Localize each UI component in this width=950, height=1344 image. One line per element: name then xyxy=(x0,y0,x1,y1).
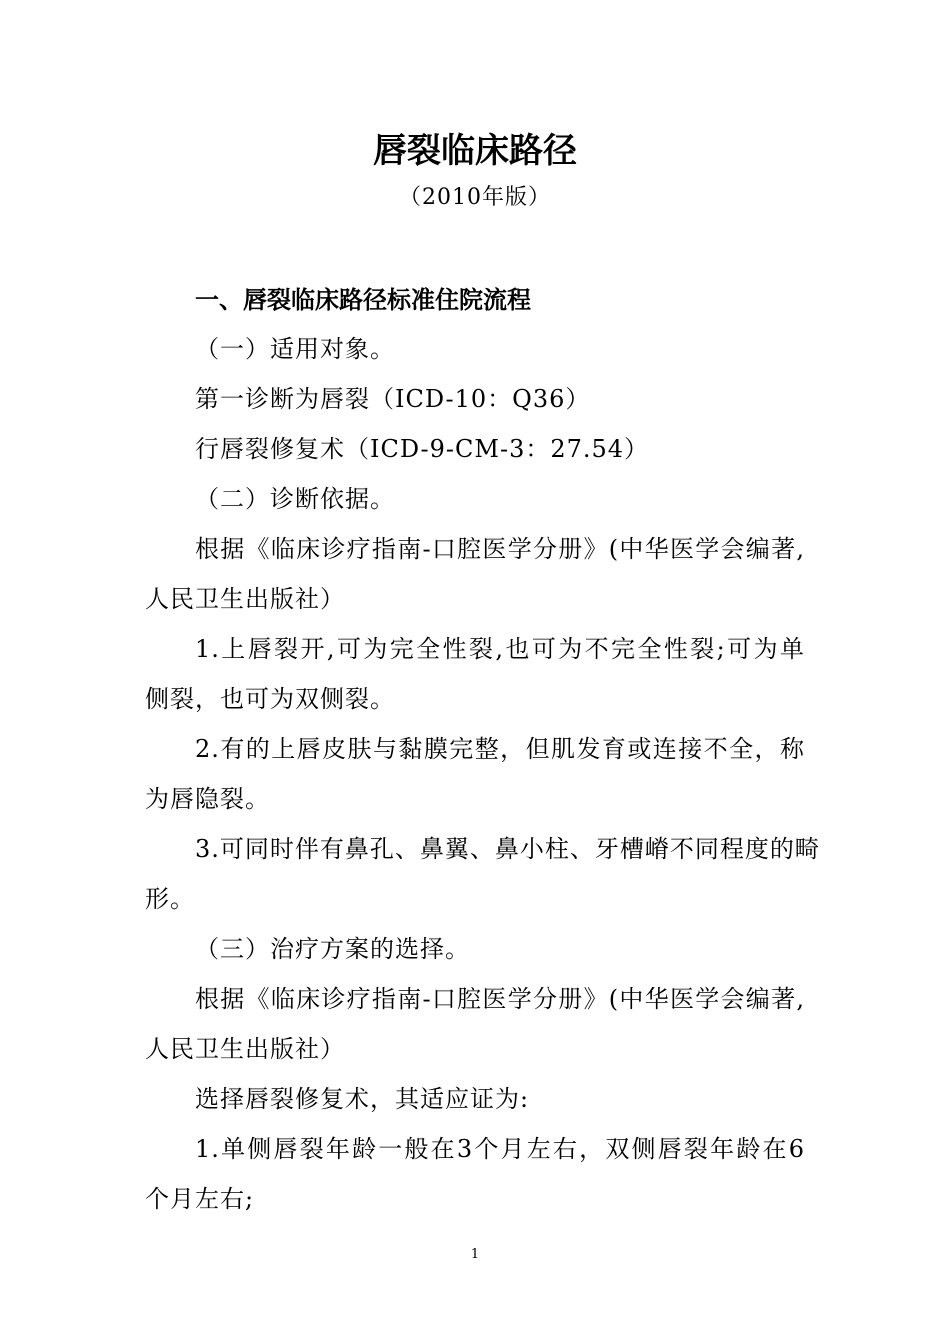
paragraph-line: 1.单侧唇裂年龄一般在3个月左右，双侧唇裂年龄在6 xyxy=(195,1135,805,1163)
paragraph-line: 人民卫生出版社） xyxy=(145,1035,345,1063)
paragraph-line: 1.上唇裂开,可为完全性裂,也可为不完全性裂;可为单 xyxy=(195,635,805,663)
subsection-heading: （一）适用对象。 xyxy=(195,335,395,363)
paragraph-line: 2.有的上唇皮肤与黏膜完整，但肌发育或连接不全，称 xyxy=(195,735,805,763)
paragraph-line: 为唇隐裂。 xyxy=(145,785,270,813)
page-number: 1 xyxy=(470,1247,480,1262)
paragraph-line: 行唇裂修复术（ICD-9-CM-3：27.54） xyxy=(195,435,650,463)
paragraph-line: 3.可同时伴有鼻孔、鼻翼、鼻小柱、牙槽嵴不同程度的畸 xyxy=(195,835,820,863)
paragraph-line: 侧裂，也可为双侧裂。 xyxy=(145,685,395,713)
paragraph-line: 选择唇裂修复术，其适应证为: xyxy=(195,1085,530,1113)
paragraph-line: 形。 xyxy=(145,885,195,913)
paragraph-line: 人民卫生出版社） xyxy=(145,585,345,613)
section-heading: 一、唇裂临床路径标准住院流程 xyxy=(195,286,531,314)
paragraph-line: 个月左右; xyxy=(145,1185,255,1213)
document-title: 唇裂临床路径 xyxy=(373,131,577,171)
subsection-heading: （三）治疗方案的选择。 xyxy=(195,935,470,963)
paragraph-line: 根据《临床诊疗指南-口腔医学分册》(中华医学会编著, xyxy=(195,985,805,1013)
paragraph-line: 根据《临床诊疗指南-口腔医学分册》(中华医学会编著, xyxy=(195,535,805,563)
subsection-heading: （二）诊断依据。 xyxy=(195,485,395,513)
document-subtitle: （2010年版） xyxy=(399,185,551,210)
paragraph-line: 第一诊断为唇裂（ICD-10：Q36） xyxy=(195,385,591,413)
